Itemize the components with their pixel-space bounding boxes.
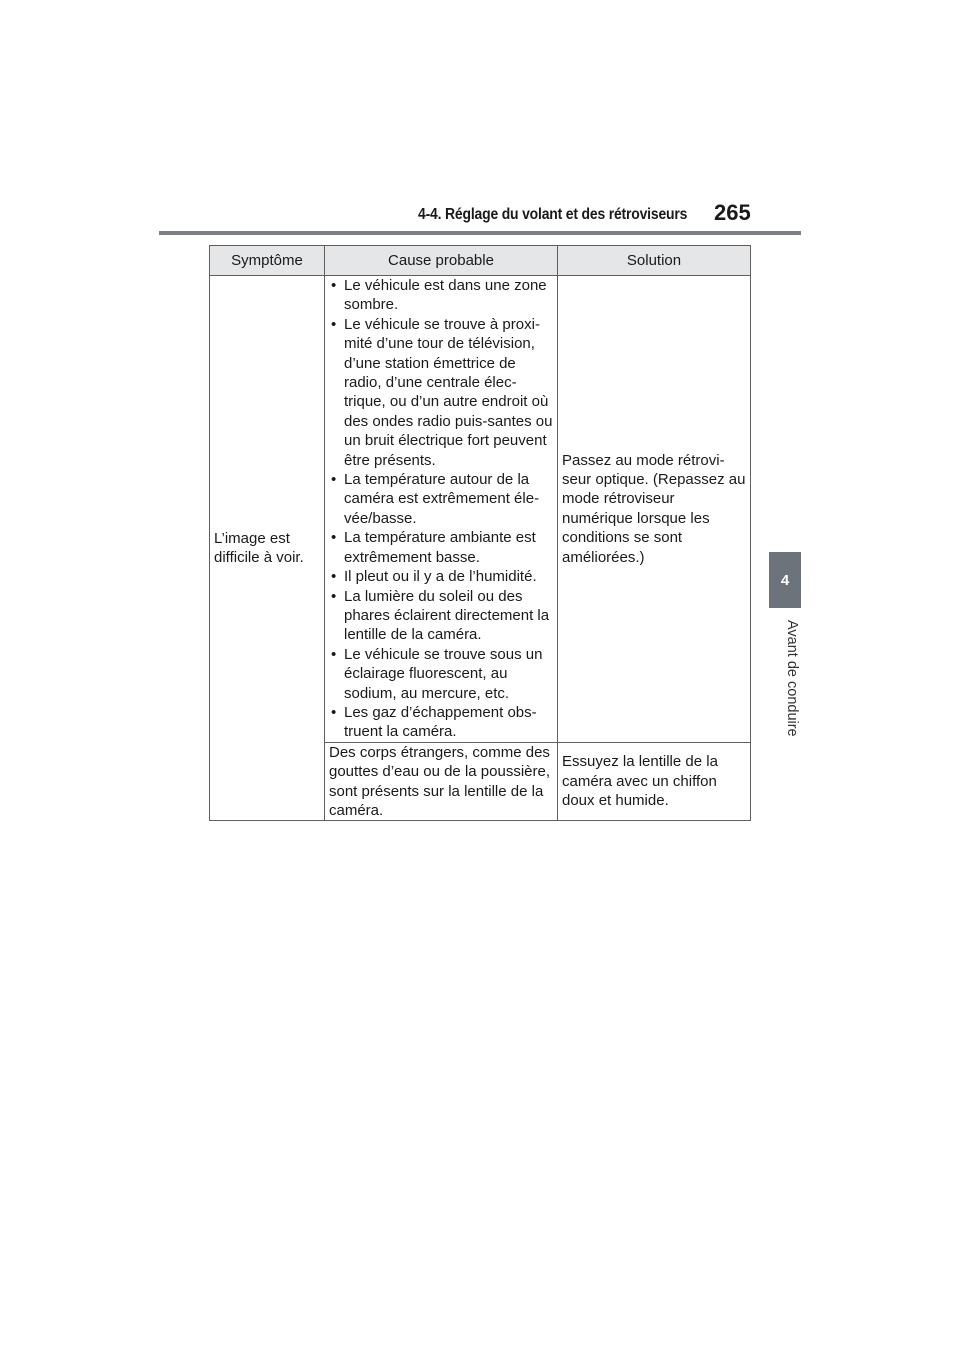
bullet-icon: • [331,645,337,663]
bullet-icon: • [331,703,337,721]
solution-cell: Passez au mode rétrovi-seur optique. (Repassez au mode rétroviseur numérique lorsque les conditions se sont améliorées.) [558,276,751,743]
bullet-icon: • [331,529,337,547]
column-header-cause: Cause probable [325,246,558,276]
cause-cell [325,276,558,743]
solution-cell: Essuyez la lentille de la caméra avec un chiffon doux et humide. [558,742,751,821]
list-item [329,528,553,567]
list-item [329,587,553,645]
bullet-icon: • [331,315,337,333]
column-header-symptom: Symptôme [210,246,325,276]
list-item [329,315,553,470]
symptom-cell: L’image est difficile à voir. [210,276,325,821]
list-item [329,645,553,703]
list-item [329,703,553,742]
cause-text: Le véhicule est dans une zone sombre. [344,277,547,314]
list-item [329,567,553,586]
table-row [210,276,751,743]
cause-text: Il pleut ou il y a de l’humidité. [344,568,537,586]
bullet-icon: • [331,277,337,294]
bullet-icon: • [331,471,337,489]
cause-text: Le véhicule se trouve à proxi-mité d’une tour de télévision, d’une station émettrice de radio, d’une centrale élec-trique, ou d’un autre endroit où des ondes radio puis-santes ou un bruit électrique fort peuvent être présents. [344,315,553,469]
cause-list [329,276,553,742]
page-number: 265 [714,200,751,225]
cause-text: La température autour de la caméra est extrêmement éle-vée/basse. [344,471,540,527]
troubleshooting-table [209,245,751,821]
bullet-icon: • [331,568,337,586]
cause-text: La température ambiante est extrêmement basse. [344,529,536,566]
column-header-solution: Solution [558,246,751,276]
list-item [329,470,553,528]
header-divider [159,231,801,235]
cause-cell: Des corps étrangers, comme des gouttes d’eau ou de la poussière, sont présents sur la lentille de la caméra. [325,742,558,821]
cause-text: Le véhicule se trouve sous un éclairage fluorescent, au sodium, au mercure, etc. [344,645,543,702]
section-title: 4-4. Réglage du volant et des rétroviseurs [418,206,688,223]
cause-text: Les gaz d’échappement obs-truent la caméra. [344,703,537,741]
chapter-number: 4 [780,571,790,589]
bullet-icon: • [331,587,337,605]
chapter-tab[interactable] [769,552,801,608]
chapter-label: Avant de conduire [784,620,800,737]
cause-text: La lumière du soleil ou des phares éclairent directement la lentille de la caméra. [344,587,550,644]
list-item [329,276,553,315]
table-header-row [210,246,751,276]
